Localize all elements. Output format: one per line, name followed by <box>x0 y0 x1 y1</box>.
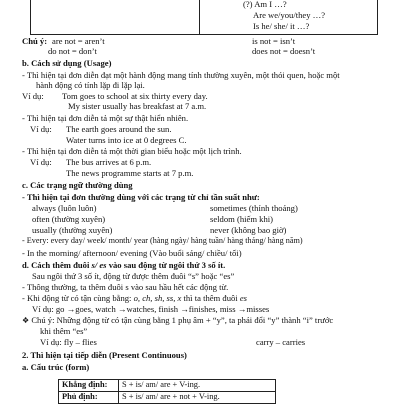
adverb-item: always (luôn luôn) <box>32 203 97 213</box>
subheading: a. Cấu trúc (form) <box>22 362 90 372</box>
body-text: - In the morning/ afternoon/ evening (Vào buổi sáng/ chiều/ tối) <box>22 248 242 258</box>
table-cell: Is he/ she/ it …? <box>253 21 310 31</box>
example-text: My sister usually has breakfast at 7 a.m. <box>68 101 207 111</box>
example-text: The bus arrives at 6 p.m. <box>66 157 152 167</box>
text-part: Chú ý: Những động từ có tận cùng bằng 1 phụ âm + “y”, ta phải đổi “y” thành “i” trước <box>31 315 334 325</box>
adverb-item: often (thường xuyên) <box>32 214 106 224</box>
example-label: Ví dụ: <box>30 157 52 167</box>
example-text: The news programme starts at 7 p.m. <box>66 168 194 178</box>
text-part: es <box>239 293 247 303</box>
table-cell: Are we/you/they …? <box>253 10 326 20</box>
adverb-item: sometimes (thỉnh thoảng) <box>210 203 298 213</box>
table-divider <box>199 0 200 34</box>
text-part: - Khi động từ có tận cùng bằng: <box>22 293 134 303</box>
example-text: The earth goes around the sun. <box>66 124 172 134</box>
table-row <box>59 392 276 404</box>
example-text: Ví dụ: go →goes, watch →watches, finish →finishes, miss →misses <box>32 304 270 314</box>
body-text <box>22 315 333 327</box>
body-text: - Thông thường, ta thêm đuôi s vào sau hầu hết các động từ. <box>22 282 229 292</box>
section-heading: 2. Thì hiện tại tiếp diễn (Present Continuous) <box>22 350 187 360</box>
text-part: thì ta thêm đuôi <box>181 293 240 303</box>
note-text: are not = aren’t <box>52 36 105 46</box>
table-cell: Phủ định: <box>59 392 119 404</box>
example-label: Ví dụ: <box>22 91 44 101</box>
diamond-bullet-icon: ❖ <box>22 316 30 325</box>
note-text: does not = doesn’t <box>252 46 316 56</box>
body-text: hành động có tính lặp đi lặp lại. <box>36 80 145 90</box>
example-text: Tom goes to school at six thirty every day. <box>62 91 208 101</box>
note-text: is not = isn’t <box>252 36 296 46</box>
conjugation-table-fragment <box>30 0 378 35</box>
heading-part: vào sau động từ ngôi thứ 3 số ít. <box>108 260 226 270</box>
text-part: o, ch, sh, ss, x <box>133 293 182 303</box>
form-table <box>58 379 276 404</box>
section-heading <box>22 260 225 271</box>
note-text: do not = don’t <box>48 46 97 56</box>
body-text: khi thêm “es” <box>40 326 88 336</box>
table-cell: (?) Am I …? <box>243 0 287 9</box>
table-cell: S + is/ am/ are + not + V-ing. <box>119 392 276 404</box>
table-cell: S + is/ am/ are + V-ing. <box>119 380 276 392</box>
body-text: - Thì hiện tại đơn diễn đạt một hành động mang tính thường xuyên, một thói quen, hoặc một <box>22 70 340 80</box>
table-row <box>59 380 276 392</box>
body-text: - Every: every day/ week/ month/ year (hàng ngày/ hàng tuần/ hàng tháng/ hàng năm) <box>22 236 303 245</box>
body-text: Sau ngôi thứ 3 số ít, động từ được thêm đuôi “s” hoặc “es” <box>32 271 235 281</box>
section-heading: b. Cách sử dụng (Usage) <box>22 58 112 68</box>
subheading: - Thì hiện tại đơn thường dùng với các trạng từ chỉ tần suất như: <box>22 192 260 202</box>
example-text: carry – carries <box>256 337 306 347</box>
body-text <box>22 293 247 304</box>
body-text: - Thì hiện tại đơn diễn tả một thời gian biểu hoặc một lịch trình. <box>22 146 242 156</box>
heading-part: s/ es <box>91 260 107 270</box>
example-text: Water turns into ice at 0 degrees C. <box>66 135 187 145</box>
table-cell: Khẳng định: <box>59 380 119 392</box>
heading-part: d. Cách thêm đuôi <box>22 260 92 270</box>
adverb-item: usually (thường xuyên) <box>32 225 113 235</box>
example-text: Ví dụ: fly – flies <box>40 337 97 347</box>
adverb-item: never (không bao giờ) <box>210 225 287 235</box>
adverb-item: seldom (hiếm khi) <box>210 214 274 224</box>
note-label: Chú ý: <box>22 36 48 46</box>
section-heading: c. Các trạng ngữ thường dùng <box>22 180 133 190</box>
example-label: Ví dụ: <box>30 124 52 134</box>
body-text: - Thì hiện tại đơn diễn tả một sự thật hiển nhiên. <box>22 113 189 123</box>
